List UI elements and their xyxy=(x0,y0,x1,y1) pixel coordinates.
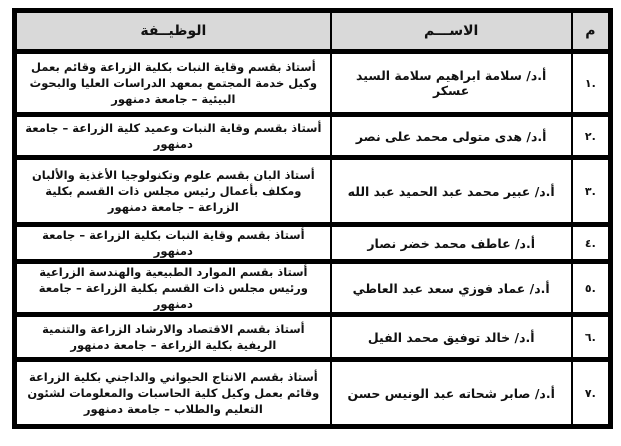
staff-table xyxy=(12,8,613,429)
row-position: أستاذ بقسم وقاية النبات بكلية الزراعة وقائم بعمل وكيل خدمة المجتمع بمعهد الدراسات العليا والبحوث البيئية – جامعة دمنهور xyxy=(15,52,331,115)
row-name: أ.د/ صابر شحاته عبد الونيس حسن xyxy=(331,360,572,427)
row-name: أ.د/ هدى متولى محمد على نصر xyxy=(331,115,572,158)
row-position: أستاذ بقسم الاقتصاد والارشاد الزراعة والتنمية الريفية بكلية الزراعة – جامعة دمنهور xyxy=(15,315,331,360)
header-number: م xyxy=(572,11,611,52)
row-position: أستاذ بقسم وقاية النبات وعميد كلية الزراعة – جامعة دمنهور xyxy=(15,115,331,158)
header-name: الاســـم xyxy=(331,11,572,52)
row-position: أستاذ بقسم وقاية النبات بكلية الزراعة – جامعة دمنهور xyxy=(15,225,331,262)
row-position: أستاذ بقسم الموارد الطبيعية والهندسة الزراعية ورئيس مجلس ذات القسم بكلية الزراعة – جامعة دمنهور xyxy=(15,262,331,315)
row-number: .٢ xyxy=(572,115,611,158)
row-name: أ.د/ عماد فوزي سعد عبد العاطي xyxy=(331,262,572,315)
table-row xyxy=(15,262,611,315)
table-row xyxy=(15,158,611,225)
header-row xyxy=(15,11,611,52)
row-number: .٧ xyxy=(572,360,611,427)
row-number: .٦ xyxy=(572,315,611,360)
table-row xyxy=(15,225,611,262)
table-row xyxy=(15,52,611,115)
table-row xyxy=(15,360,611,427)
row-name: أ.د/ عبير محمد عبد الحميد عبد الله xyxy=(331,158,572,225)
row-name: أ.د/ سلامة ابراهيم سلامة السيد عسكر xyxy=(331,52,572,115)
row-position: أستاذ بقسم الانتاج الحيواني والداجني بكلية الزراعة وقائم بعمل وكيل كلية الحاسبات والمعلومات لشئون التعليم والطلاب – جامعة دمنهور xyxy=(15,360,331,427)
header-position: الوظيــفة xyxy=(15,11,331,52)
row-number: .٥ xyxy=(572,262,611,315)
row-position: أستاذ البان بقسم علوم وتكنولوجيا الأغذية والألبان ومكلف بأعمال رئيس مجلس ذات القسم بكلية الزراعة – جامعة دمنهور xyxy=(15,158,331,225)
table-row xyxy=(15,115,611,158)
row-number: .١ xyxy=(572,52,611,115)
row-number: .٤ xyxy=(572,225,611,262)
row-name: أ.د/ عاطف محمد خضر نصار xyxy=(331,225,572,262)
row-name: أ.د/ خالد توفيق محمد الفيل xyxy=(331,315,572,360)
row-number: .٣ xyxy=(572,158,611,225)
table-row xyxy=(15,315,611,360)
